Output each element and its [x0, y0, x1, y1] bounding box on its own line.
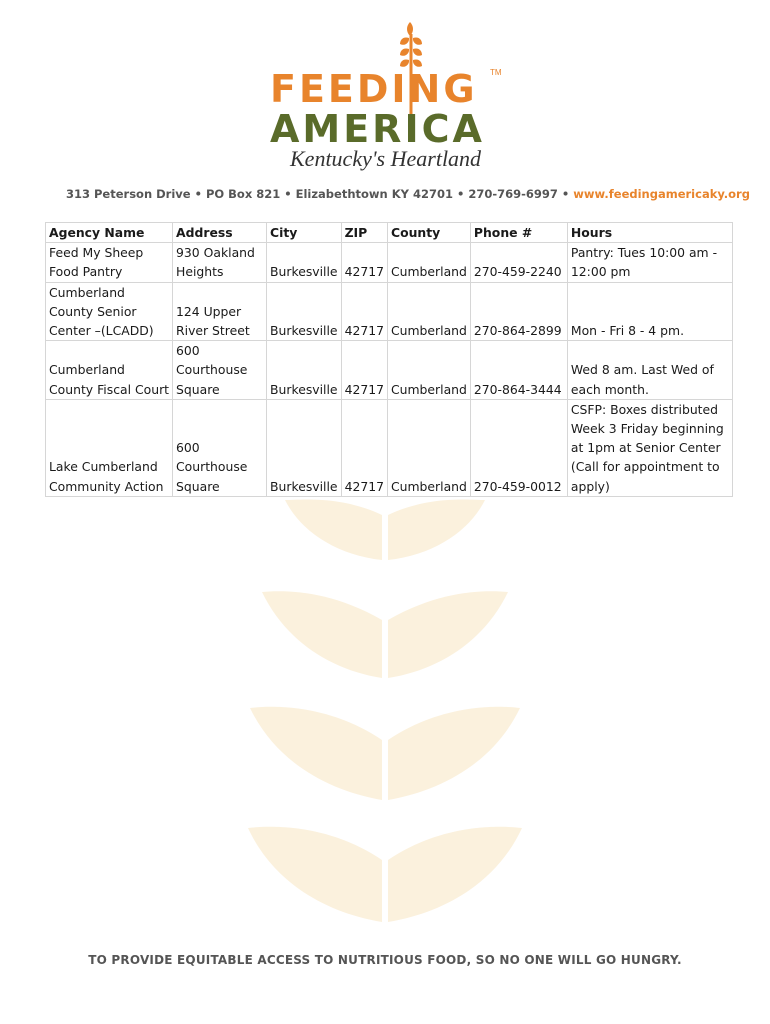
cell-city: Burkesville: [267, 341, 342, 400]
cell-phone: 270-459-0012: [470, 399, 567, 496]
cell-phone: 270-864-2899: [470, 282, 567, 341]
cell-agency-name: [46, 341, 173, 400]
cell-line: CSFP: Boxes distributed: [570, 401, 719, 417]
contact-info: [66, 187, 750, 201]
header-zip: ZIP: [341, 223, 387, 243]
cell-line: Cumberland: [49, 362, 125, 378]
cell-zip: 42717: [341, 399, 387, 496]
mission-tagline: TO PROVIDE EQUITABLE ACCESS TO NUTRITIOUS FOOD, SO NO ONE WILL GO HUNGRY.: [88, 953, 682, 967]
table-header-row: [46, 223, 733, 243]
logo-feeding-text: FEEDING: [270, 67, 478, 111]
header-county: County: [387, 223, 470, 243]
cell-line: Courthouse: [176, 459, 248, 475]
header-phone: Phone #: [470, 223, 567, 243]
contact-address: 313 Peterson Drive • PO Box 821 • Elizabethtown KY 42701 • 270-769-6997 •: [66, 187, 574, 201]
cell-zip: 42717: [341, 341, 387, 400]
cell-line: 600: [176, 343, 200, 359]
header-agency-name: Agency Name: [46, 223, 173, 243]
cell-line: Feed My Sheep: [49, 245, 144, 261]
logo-trademark: TM: [490, 68, 502, 77]
cell-address: [173, 341, 267, 400]
cell-city: Burkesville: [267, 243, 342, 282]
cell-hours: [567, 243, 732, 282]
table-row: [46, 399, 733, 496]
cell-line: 12:00 pm: [570, 264, 631, 280]
table-row: [46, 341, 733, 400]
website-link[interactable]: www.feedingamericaky.org: [573, 187, 750, 201]
header-city: City: [267, 223, 342, 243]
cell-line: 124 Upper: [176, 303, 242, 319]
logo-subtitle: Kentucky's Heartland: [290, 146, 482, 171]
cell-agency-name: [46, 399, 173, 496]
cell-line: at 1pm at Senior Center: [570, 440, 721, 456]
cell-county: Cumberland: [387, 341, 470, 400]
cell-county: Cumberland: [387, 399, 470, 496]
table-row: [46, 282, 733, 341]
cell-line: (Call for appointment to: [570, 459, 720, 475]
cell-agency-name: [46, 243, 173, 282]
cell-zip: 42717: [341, 243, 387, 282]
cell-address: [173, 399, 267, 496]
cell-agency-name: [46, 282, 173, 341]
cell-hours: [567, 399, 732, 496]
cell-line: Lake Cumberland: [49, 459, 158, 475]
cell-line: River Street: [176, 323, 250, 339]
cell-line: Mon - Fri 8 - 4 pm.: [570, 323, 685, 339]
cell-line: Community Action: [49, 478, 164, 494]
cell-line: 930 Oakland: [176, 245, 255, 261]
cell-line: Courthouse: [176, 362, 248, 378]
cell-line: County Fiscal Court: [49, 381, 170, 397]
cell-line: Week 3 Friday beginning: [570, 421, 724, 437]
cell-line: Center –(LCADD): [49, 323, 154, 339]
cell-phone: 270-459-2240: [470, 243, 567, 282]
logo-america-text: AMERICA: [270, 107, 485, 151]
cell-city: Burkesville: [267, 282, 342, 341]
cell-line: Wed 8 am. Last Wed of: [570, 362, 714, 378]
cell-line: apply): [570, 478, 610, 494]
cell-line: Pantry: Tues 10:00 am -: [570, 245, 718, 261]
cell-line: Cumberland: [49, 284, 125, 300]
cell-zip: 42717: [341, 282, 387, 341]
cell-county: Cumberland: [387, 282, 470, 341]
cell-line: each month.: [570, 381, 649, 397]
cell-line: 600: [176, 440, 200, 456]
cell-line: County Senior: [49, 303, 137, 319]
header-hours: Hours: [567, 223, 732, 243]
cell-line: Square: [176, 381, 220, 397]
cell-hours: [567, 341, 732, 400]
cell-address: [173, 282, 267, 341]
table-row: [46, 243, 733, 282]
cell-line: Food Pantry: [49, 264, 123, 280]
agency-table: [45, 222, 733, 497]
cell-line: Square: [176, 478, 220, 494]
cell-city: Burkesville: [267, 399, 342, 496]
header-address: Address: [173, 223, 267, 243]
cell-county: Cumberland: [387, 243, 470, 282]
feeding-america-logo: [260, 18, 510, 178]
cell-line: Heights: [176, 264, 224, 280]
cell-hours: [567, 282, 732, 341]
cell-address: [173, 243, 267, 282]
cell-phone: 270-864-3444: [470, 341, 567, 400]
